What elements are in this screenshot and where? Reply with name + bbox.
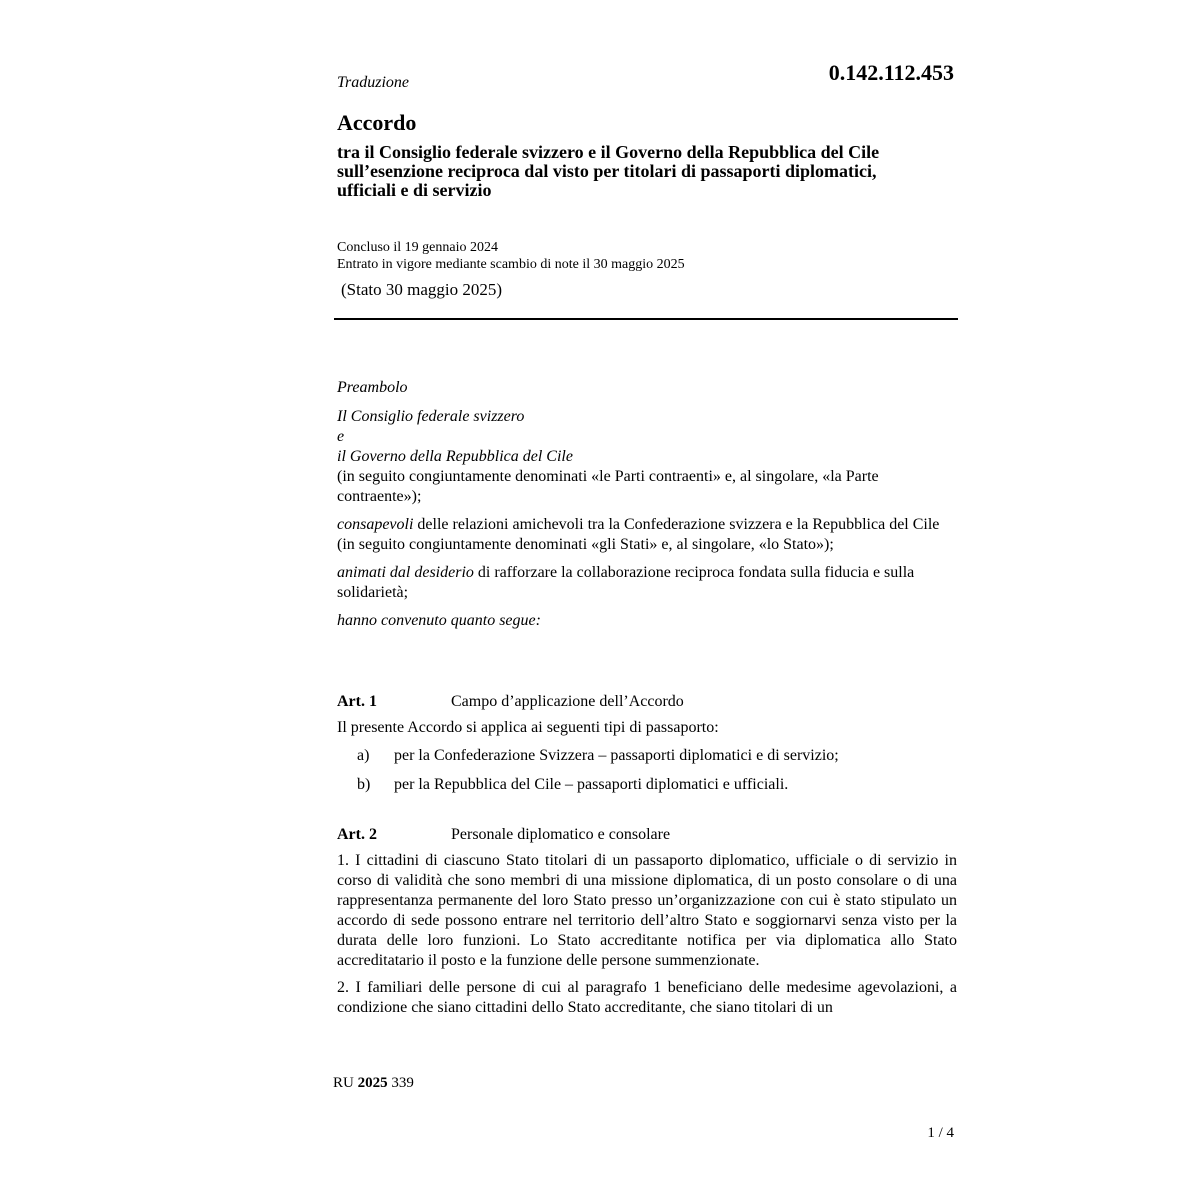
entry-into-force: Entrato in vigore mediante scambio di note il 30 maggio 2025 xyxy=(337,257,685,272)
recital-2 xyxy=(337,563,957,603)
subtitle-line: sull’esenzione reciproca dal visto per titolari di passaporti diplomatici, xyxy=(337,161,877,181)
status-date: (Stato 30 maggio 2025) xyxy=(341,280,503,299)
article-1 xyxy=(337,692,957,804)
list-item xyxy=(337,775,957,795)
article-number: Art. 1 xyxy=(337,693,377,710)
preamble-heading: Preambolo xyxy=(337,379,408,396)
subtitle-line: tra il Consiglio federale svizzero e il Governo della Repubblica del Cile xyxy=(337,142,880,162)
document-title: Accordo xyxy=(337,110,417,135)
article-2-heading xyxy=(337,825,957,845)
article-intro: Il presente Accordo si applica ai seguenti tipi di passaporto: xyxy=(337,719,719,736)
ru-year: 2025 xyxy=(357,1075,388,1091)
preamble xyxy=(337,378,957,639)
paragraph: 1. I cittadini di ciascuno Stato titolari di un passaporto diplomatico, ufficiale o di servizio in corso di validità che sono membri di una missione diplomatica, di un posto consolare o di una rappresentanza permanente del loro Stato presso un’organizzazione con cui è stato stipulato un accordo di sede possono entrare nel territorio dell’altro Stato e soggiornarvi senza visto per la durata delle loro funzioni. Lo Stato accreditante notifica per via diplomatica allo Stato accreditatario il posto e la funzione delle persone summenzionate. xyxy=(337,852,957,969)
parties-block xyxy=(337,407,957,507)
article-number: Art. 2 xyxy=(337,826,377,843)
list-text: per la Repubblica del Cile – passaporti diplomatici e ufficiali. xyxy=(394,776,789,793)
ru-page: 339 xyxy=(391,1075,414,1091)
article-1-heading xyxy=(337,692,957,712)
recital-1-lead: consapevoli xyxy=(337,516,414,533)
ru-prefix: RU xyxy=(333,1075,354,1091)
article-title: Personale diplomatico e consolare xyxy=(451,826,671,843)
page-number: 1 / 4 xyxy=(927,1125,954,1141)
list-item xyxy=(337,746,957,766)
recital-1-text: delle relazioni amichevoli tra la Confederazione svizzera e la Repubblica del Cile (in seguito congiuntamente denominati «gli Stati» e, al singolare, «lo Stato»); xyxy=(337,516,940,553)
concluded-date: Concluso il 19 gennaio 2024 xyxy=(337,240,498,255)
article-2 xyxy=(337,825,957,1025)
translation-label: Traduzione xyxy=(337,74,410,91)
document-subtitle xyxy=(337,143,977,200)
sr-number: 0.142.112.453 xyxy=(828,60,954,85)
party-chile: il Governo della Repubblica del Cile xyxy=(337,448,573,465)
header-divider xyxy=(334,318,958,320)
parties-note: (in seguito congiuntamente denominati «le Parti contraenti» e, al singolare, «la Parte contraente»); xyxy=(337,468,879,505)
paragraph: 2. I familiari delle persone di cui al paragrafo 1 beneficiano delle medesime agevolazioni, a condizione che siano cittadini dello Stato accreditante, che siano titolari di un xyxy=(337,979,957,1016)
list-letter: a) xyxy=(357,747,370,764)
agreed-clause: hanno convenuto quanto segue: xyxy=(337,612,541,629)
document-meta xyxy=(337,239,685,273)
recital-2-lead: animati dal desiderio xyxy=(337,564,474,581)
recital-2-text: di rafforzare la collaborazione reciproca fondata sulla fiducia e sulla solidarietà; xyxy=(337,564,915,601)
recital-1 xyxy=(337,515,957,555)
official-compilation-ref xyxy=(333,1075,414,1092)
party-switzerland: Il Consiglio federale svizzero xyxy=(337,408,525,425)
list-letter: b) xyxy=(357,776,371,793)
list-text: per la Confederazione Svizzera – passaporti diplomatici e di servizio; xyxy=(394,747,839,764)
article-title: Campo d’applicazione dell’Accordo xyxy=(451,693,684,710)
subtitle-line: ufficiali e di servizio xyxy=(337,180,492,200)
party-conjunction: e xyxy=(337,428,345,445)
